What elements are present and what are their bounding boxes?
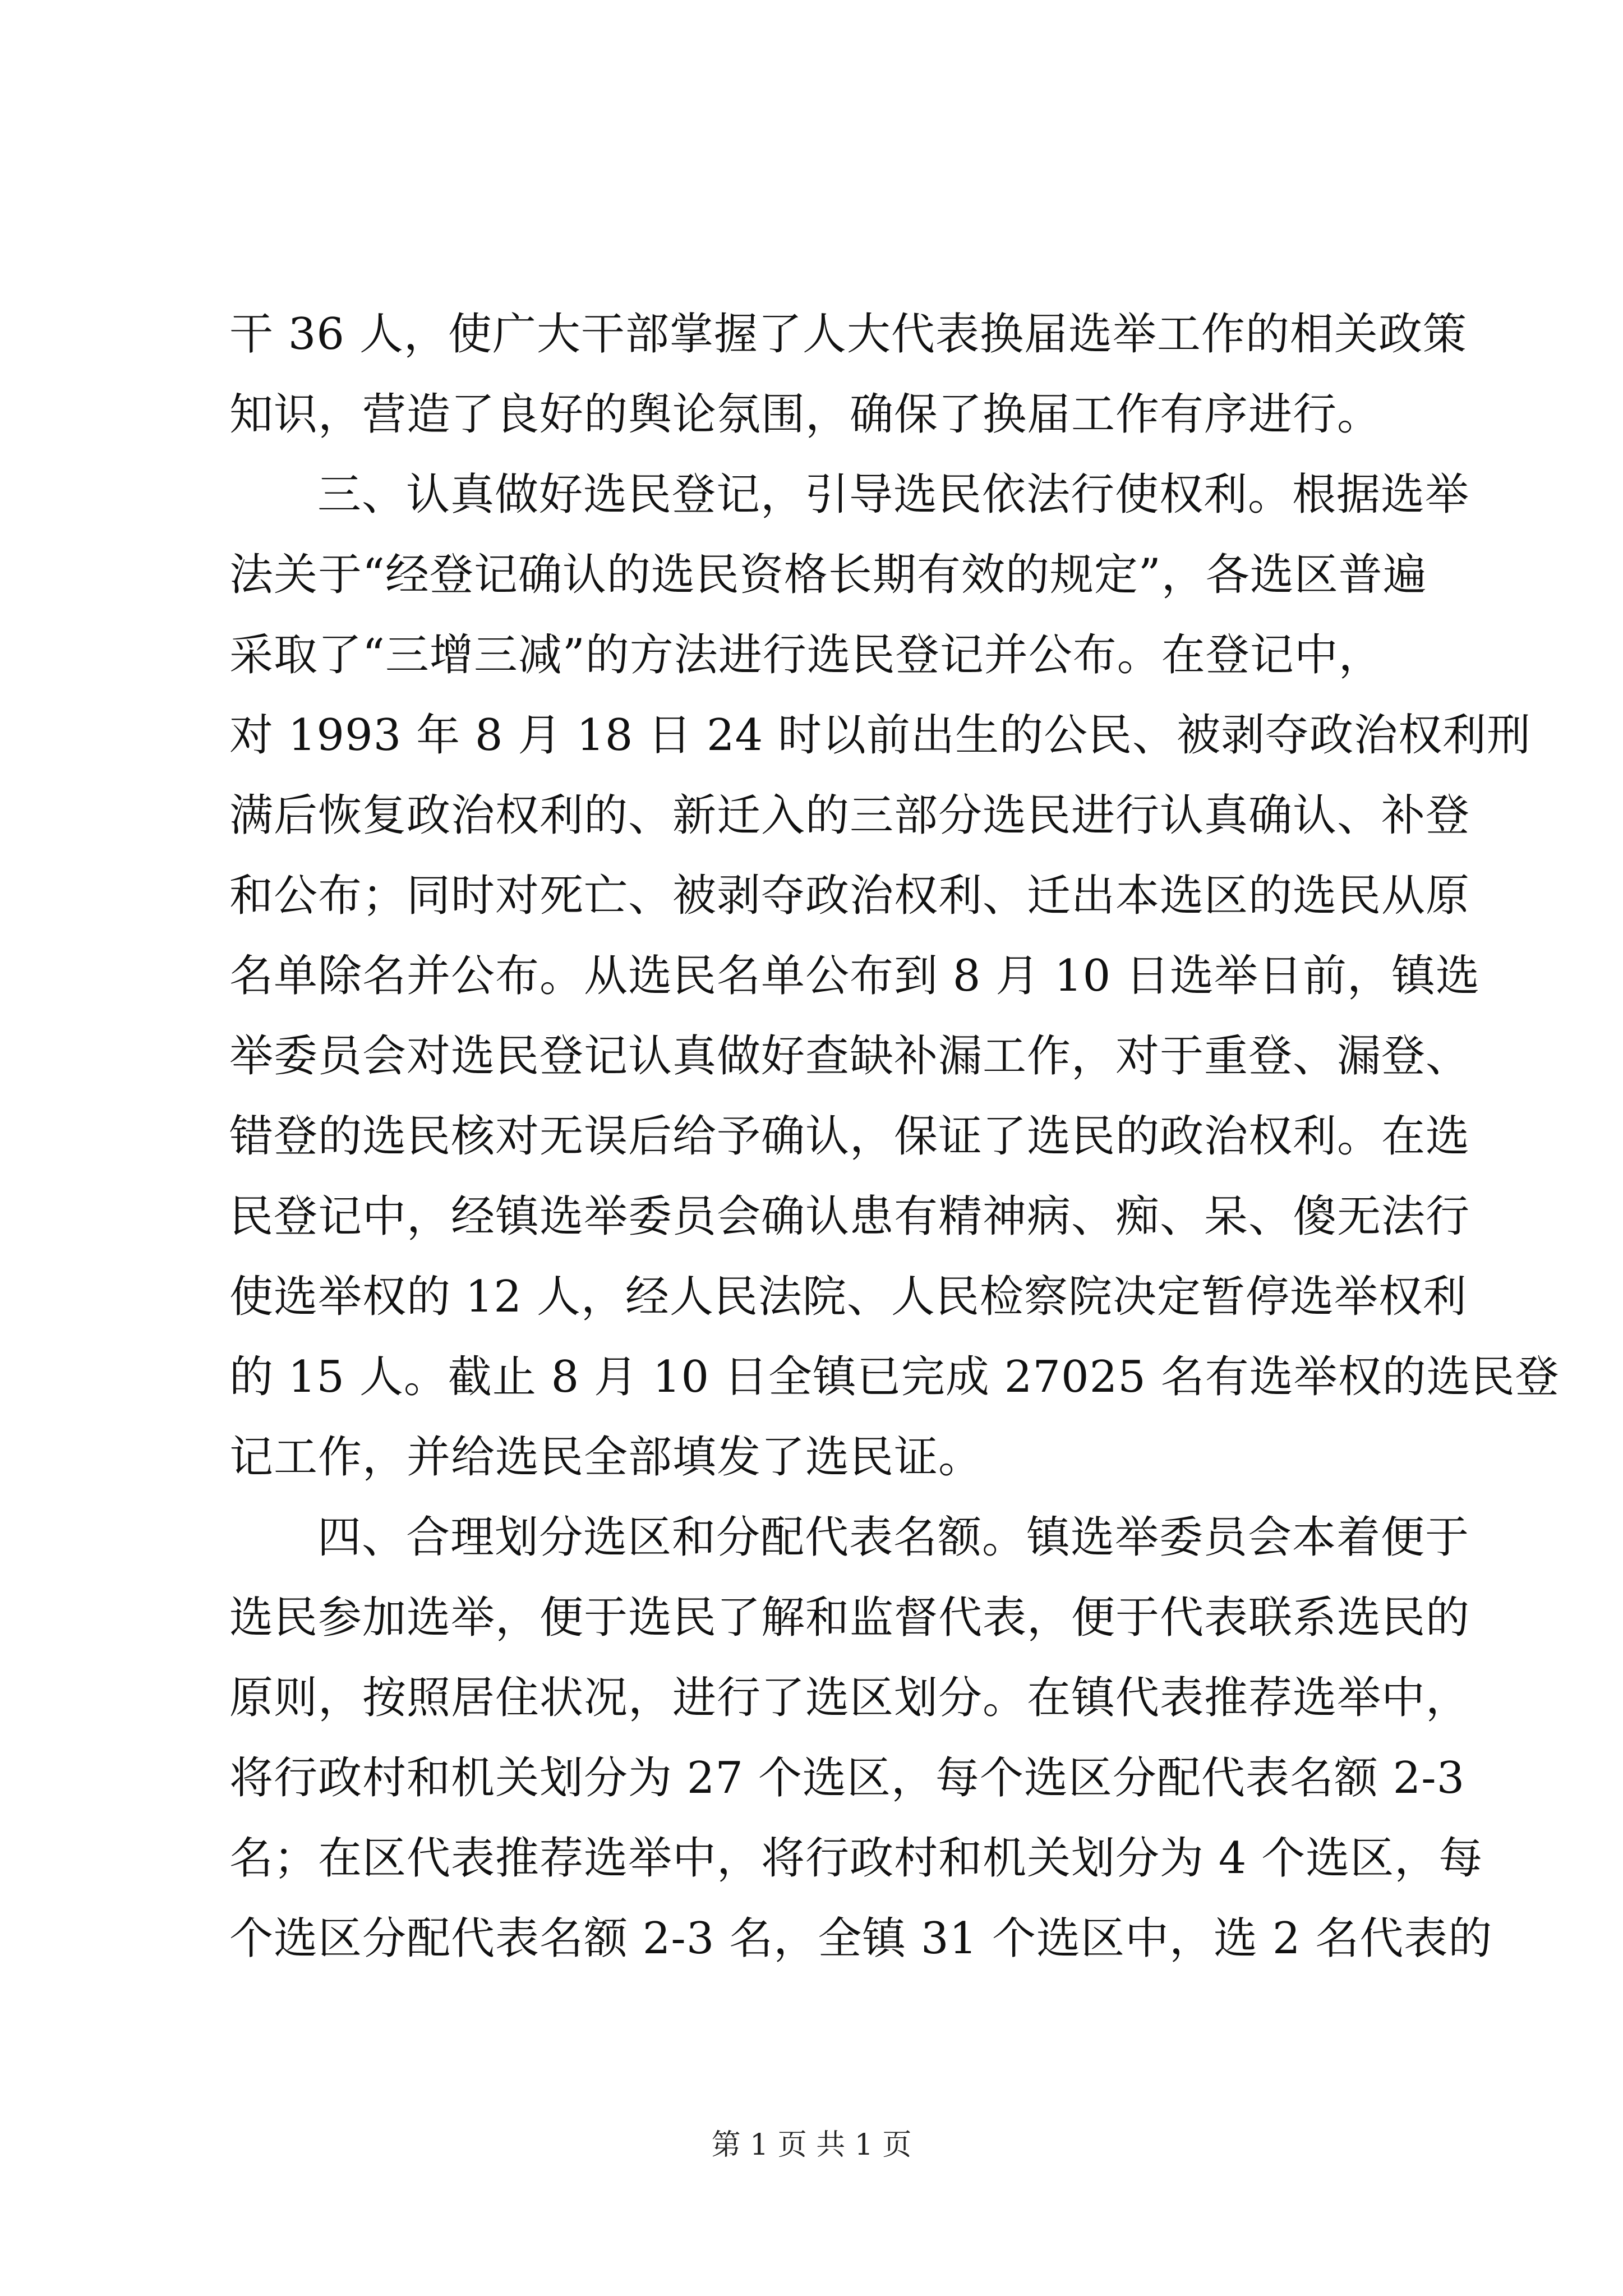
text-line: 法关于“经登记确认的选民资格长期有效的规定”，各选区普遍 bbox=[229, 550, 1427, 600]
text-line: 原则，按照居住状况，进行了选区划分。在镇代表推荐选举中， bbox=[229, 1673, 1470, 1723]
text-line: 的 15 人。截止 8 月 10 日全镇已完成 27025 名有选举权的选民登 bbox=[229, 1352, 1560, 1402]
text-line: 错登的选民核对无误后给予确认，保证了选民的政治权利。在选 bbox=[229, 1111, 1470, 1162]
text-line: 民登记中，经镇选举委员会确认患有精神病、痴、呆、傻无法行 bbox=[229, 1191, 1470, 1242]
text-line: 将行政村和机关划分为 27 个选区，每个选区分配代表名额 2-3 bbox=[229, 1753, 1465, 1803]
text-line: 和公布；同时对死亡、被剥夺政治权利、迁出本选区的选民从原 bbox=[229, 871, 1470, 921]
text-line: 知识，营造了良好的舆论氛围，确保了换届工作有序进行。 bbox=[229, 389, 1382, 440]
text-line: 举委员会对选民登记认真做好查缺补漏工作，对于重登、漏登、 bbox=[229, 1031, 1470, 1082]
text-line: 使选举权的 12 人，经人民法院、人民检察院决定暂停选举权利 bbox=[229, 1272, 1467, 1322]
text-line: 满后恢复政治权利的、新迁入的三部分选民进行认真确认、补登 bbox=[229, 790, 1470, 841]
text-line: 名；在区代表推荐选举中，将行政村和机关划分为 4 个选区，每 bbox=[229, 1833, 1483, 1884]
text-line: 记工作，并给选民全部填发了选民证。 bbox=[229, 1432, 983, 1483]
page-footer: 第 1 页 共 1 页 bbox=[711, 2128, 912, 2162]
section-heading-line: 三、认真做好选民登记，引导选民依法行使权利。根据选举 bbox=[317, 470, 1470, 520]
text-line: 采取了“三增三减”的方法进行选民登记并公布。在登记中， bbox=[229, 630, 1383, 680]
text-line: 名单除名并公布。从选民名单公布到 8 月 10 日选举日前，镇选 bbox=[229, 951, 1481, 1001]
text-line: 个选区分配代表名额 2-3 名，全镇 31 个选区中，选 2 名代表的 bbox=[229, 1913, 1493, 1964]
section-heading-line: 四、合理划分选区和分配代表名额。镇选举委员会本着便于 bbox=[317, 1512, 1470, 1563]
text-line: 选民参加选举，便于选民了解和监督代表，便于代表联系选民的 bbox=[229, 1593, 1470, 1643]
body-text bbox=[229, 295, 1560, 1979]
text-line: 干 36 人，使广大干部掌握了人大代表换届选举工作的相关政策 bbox=[229, 309, 1467, 360]
text-line: 对 1993 年 8 月 18 日 24 时以前出生的公民、被剥夺政治权利刑 bbox=[229, 710, 1531, 761]
